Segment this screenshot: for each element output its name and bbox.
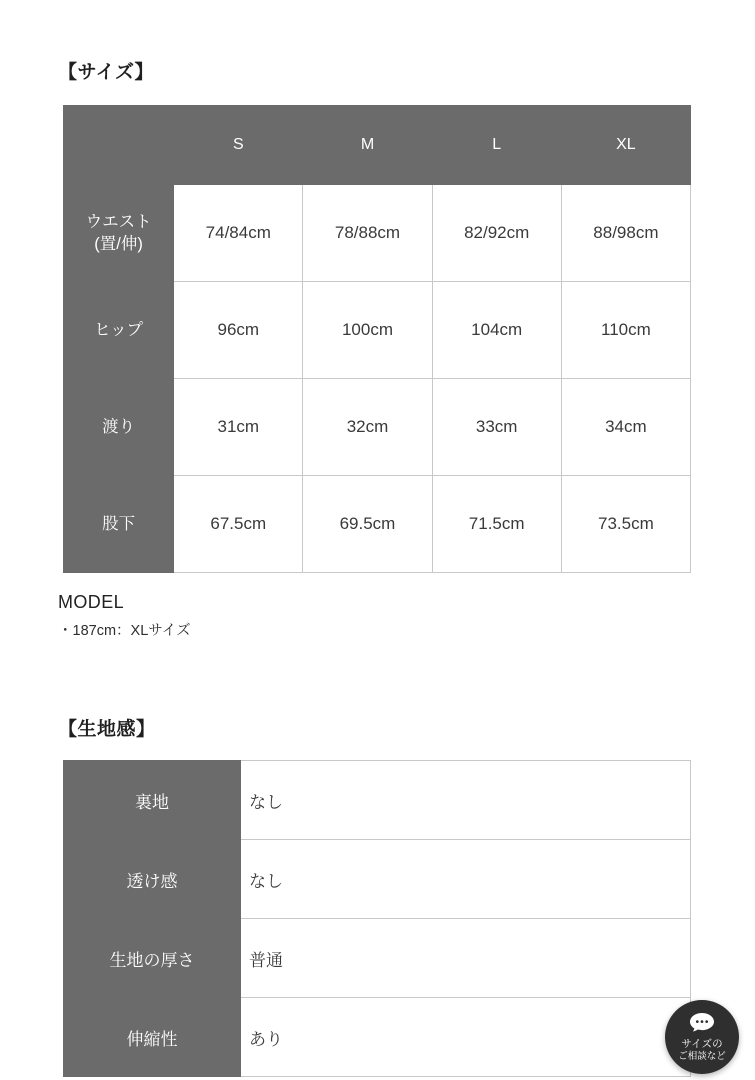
- fabric-label-transparency: 透け感: [64, 840, 241, 919]
- row-label-hip: ヒップ: [64, 282, 174, 379]
- table-row: [64, 761, 691, 840]
- cell-hip-m: 100cm: [303, 282, 432, 379]
- fabric-value-transparency: なし: [241, 840, 691, 919]
- table-row: [64, 998, 691, 1077]
- table-row: [64, 282, 691, 379]
- cell-thigh-l: 33cm: [432, 379, 561, 476]
- model-heading: MODEL: [58, 592, 125, 612]
- cell-thigh-s: 31cm: [174, 379, 303, 476]
- row-label-waist-line2: (置/伸): [94, 235, 143, 253]
- fabric-section-title: 【生地感】: [58, 719, 156, 740]
- fabric-label-thickness: 生地の厚さ: [64, 919, 241, 998]
- cell-hip-l: 104cm: [432, 282, 561, 379]
- cell-waist-m: 78/88cm: [303, 185, 432, 282]
- chat-widget-line2: ご相談など: [678, 1050, 726, 1062]
- size-table-corner-cell: [64, 106, 174, 185]
- fabric-table: [63, 760, 691, 1077]
- row-label-waist: [64, 185, 174, 282]
- cell-waist-l: 82/92cm: [432, 185, 561, 282]
- chat-bubble-icon: [689, 1012, 715, 1036]
- size-consultation-chat-button[interactable]: [665, 1000, 739, 1074]
- row-label-waist-line1: ウエスト: [85, 212, 152, 231]
- cell-thigh-xl: 34cm: [561, 379, 690, 476]
- size-table: [63, 105, 691, 573]
- row-label-inseam: 股下: [64, 476, 174, 573]
- column-header-s: S: [174, 106, 303, 185]
- table-row: [64, 185, 691, 282]
- fabric-label-stretch: 伸縮性: [64, 998, 241, 1077]
- cell-inseam-m: 69.5cm: [303, 476, 432, 573]
- cell-inseam-l: 71.5cm: [432, 476, 561, 573]
- column-header-m: M: [303, 106, 432, 185]
- chat-widget-line1: サイズの: [681, 1037, 723, 1050]
- model-info-block: [58, 592, 191, 640]
- fabric-label-lining: 裏地: [64, 761, 241, 840]
- fabric-value-stretch: あり: [241, 998, 691, 1077]
- table-row: [64, 476, 691, 573]
- cell-waist-xl: 88/98cm: [561, 185, 690, 282]
- row-label-thigh: 渡り: [64, 379, 174, 476]
- table-row: [64, 379, 691, 476]
- fabric-value-lining: なし: [241, 761, 691, 840]
- cell-waist-s: 74/84cm: [174, 185, 303, 282]
- column-header-xl: XL: [561, 106, 690, 185]
- table-header-row: [64, 106, 691, 185]
- table-row: [64, 840, 691, 919]
- cell-inseam-xl: 73.5cm: [561, 476, 690, 573]
- cell-hip-xl: 110cm: [561, 282, 690, 379]
- model-detail: ・187cm：XLサイズ: [58, 623, 191, 639]
- cell-thigh-m: 32cm: [303, 379, 432, 476]
- size-section-title: 【サイズ】: [58, 62, 154, 83]
- table-row: [64, 919, 691, 998]
- cell-inseam-s: 67.5cm: [174, 476, 303, 573]
- fabric-value-thickness: 普通: [241, 919, 691, 998]
- column-header-l: L: [432, 106, 561, 185]
- cell-hip-s: 96cm: [174, 282, 303, 379]
